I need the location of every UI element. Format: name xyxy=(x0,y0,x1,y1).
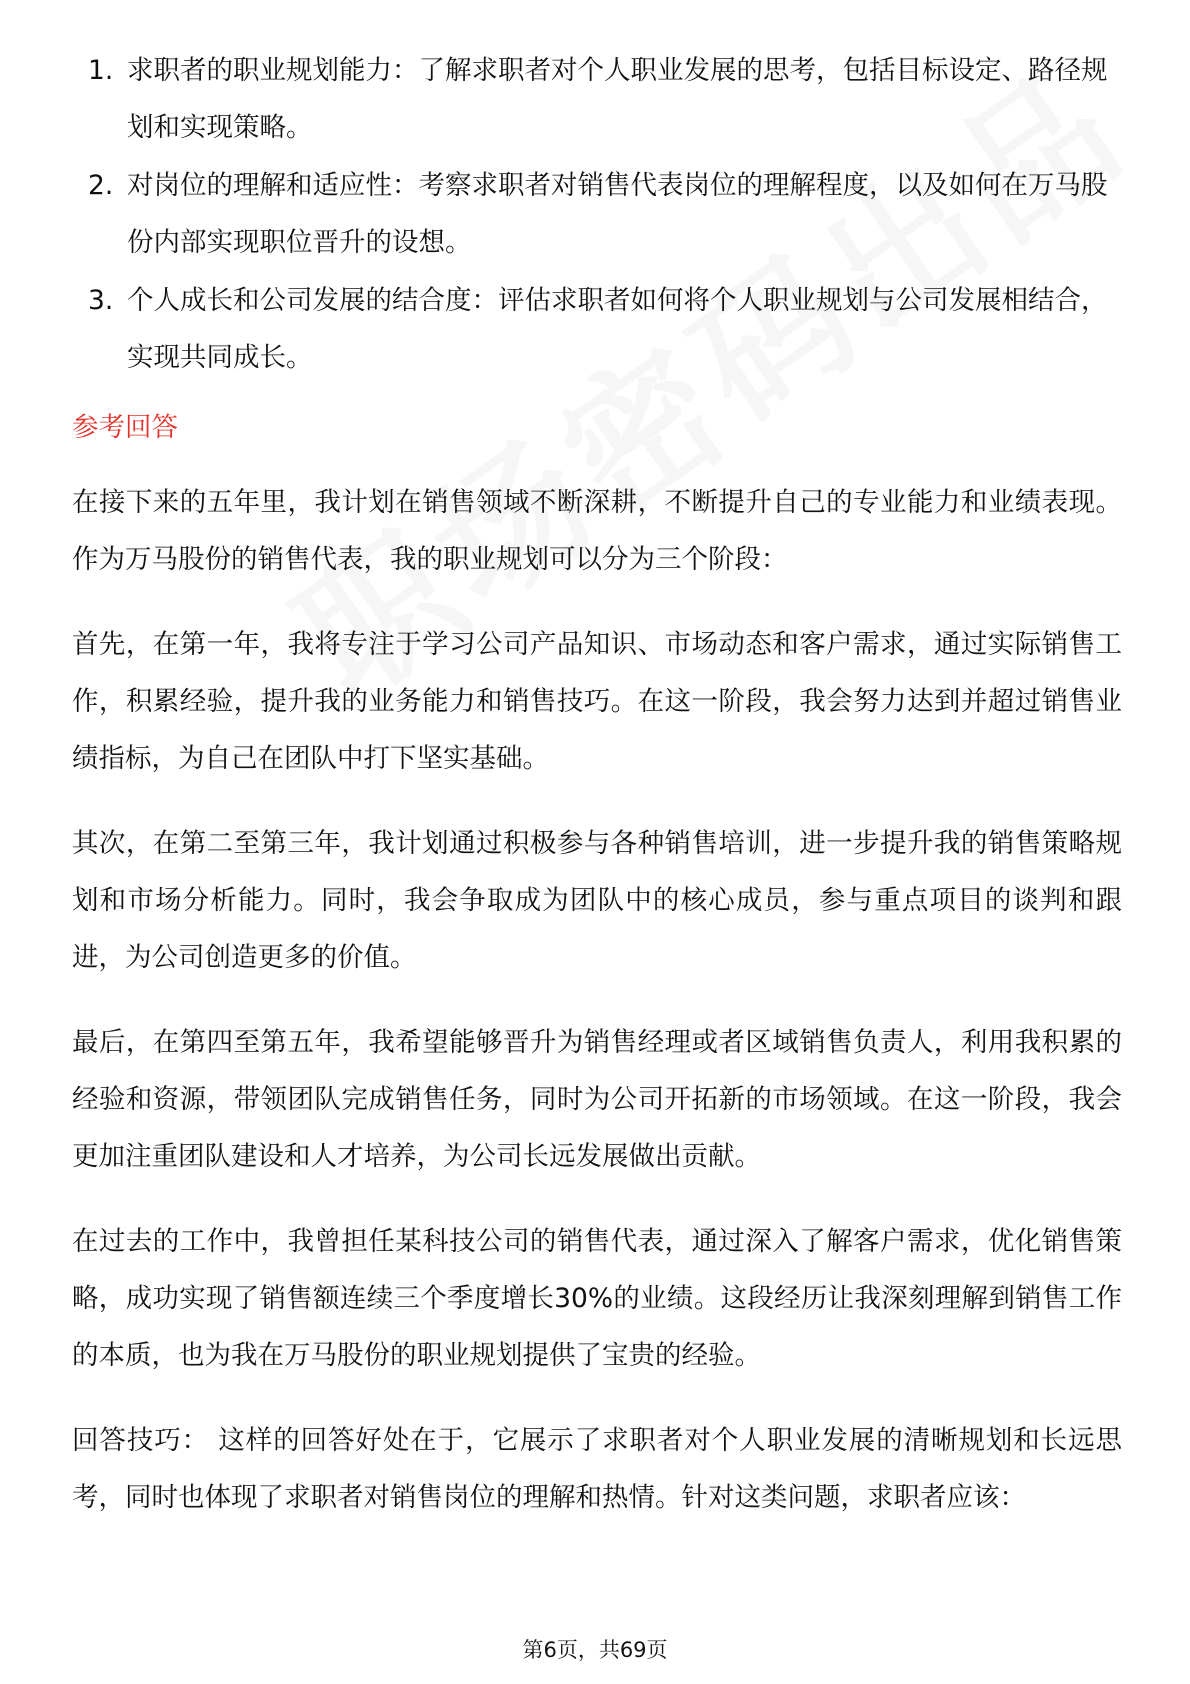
criteria-text: 求职者的职业规划能力：了解求职者对个人职业发展的思考，包括目标设定、路径规划和实现策略。 xyxy=(127,55,1108,143)
criteria-text: 个人成长和公司发展的结合度：评估求职者如何将个人职业规划与公司发展相结合，实现共同成长。 xyxy=(127,285,1108,373)
answer-paragraph: 在过去的工作中，我曾担任某科技公司的销售代表，通过深入了解客户需求，优化销售策略，成功实现了销售额连续三个季度增长30%的业绩。这段经历让我深刻理解到销售工作的本质，也为我在万马股份的职业规划提供了宝贵的经验。 xyxy=(72,1226,1122,1371)
evaluation-criteria-list xyxy=(72,42,1122,386)
criteria-item xyxy=(72,42,1122,156)
criteria-number: 2. xyxy=(88,170,114,201)
criteria-number: 1. xyxy=(88,55,114,86)
page-number-footer: 第6页，共69页 xyxy=(522,1638,668,1662)
answer-paragraph: 其次，在第二至第三年，我计划通过积极参与各种销售培训，进一步提升我的销售策略规划和市场分析能力。同时，我会争取成为团队中的核心成员，参与重点项目的谈判和跟进，为公司创造更多的价值。 xyxy=(72,828,1122,973)
criteria-number: 3. xyxy=(88,285,114,316)
answer-paragraph: 首先，在第一年，我将专注于学习公司产品知识、市场动态和客户需求，通过实际销售工作，积累经验，提升我的业务能力和销售技巧。在这一阶段，我会努力达到并超过销售业绩指标，为自己在团队中打下坚实基础。 xyxy=(72,629,1122,774)
answer-paragraph: 最后，在第四至第五年，我希望能够晋升为销售经理或者区域销售负责人，利用我积累的经验和资源，带领团队完成销售任务，同时为公司开拓新的市场领域。在这一阶段，我会更加注重团队建设和人才培养，为公司长远发展做出贡献。 xyxy=(72,1027,1122,1172)
answer-paragraph: 在接下来的五年里，我计划在销售领域不断深耕，不断提升自己的专业能力和业绩表现。作为万马股份的销售代表，我的职业规划可以分为三个阶段： xyxy=(72,487,1122,575)
criteria-item xyxy=(72,272,1122,386)
answer-tips-paragraph: 回答技巧： 这样的回答好处在于，它展示了求职者对个人职业发展的清晰规划和长远思考，同时也体现了求职者对销售岗位的理解和热情。针对这类问题，求职者应该： xyxy=(72,1425,1122,1513)
reference-answer-heading: 参考回答 xyxy=(72,412,178,443)
criteria-text: 对岗位的理解和适应性：考察求职者对销售代表岗位的理解程度，以及如何在万马股份内部实现职位晋升的设想。 xyxy=(127,170,1108,258)
page-content xyxy=(72,42,1122,1554)
criteria-item xyxy=(72,157,1122,271)
